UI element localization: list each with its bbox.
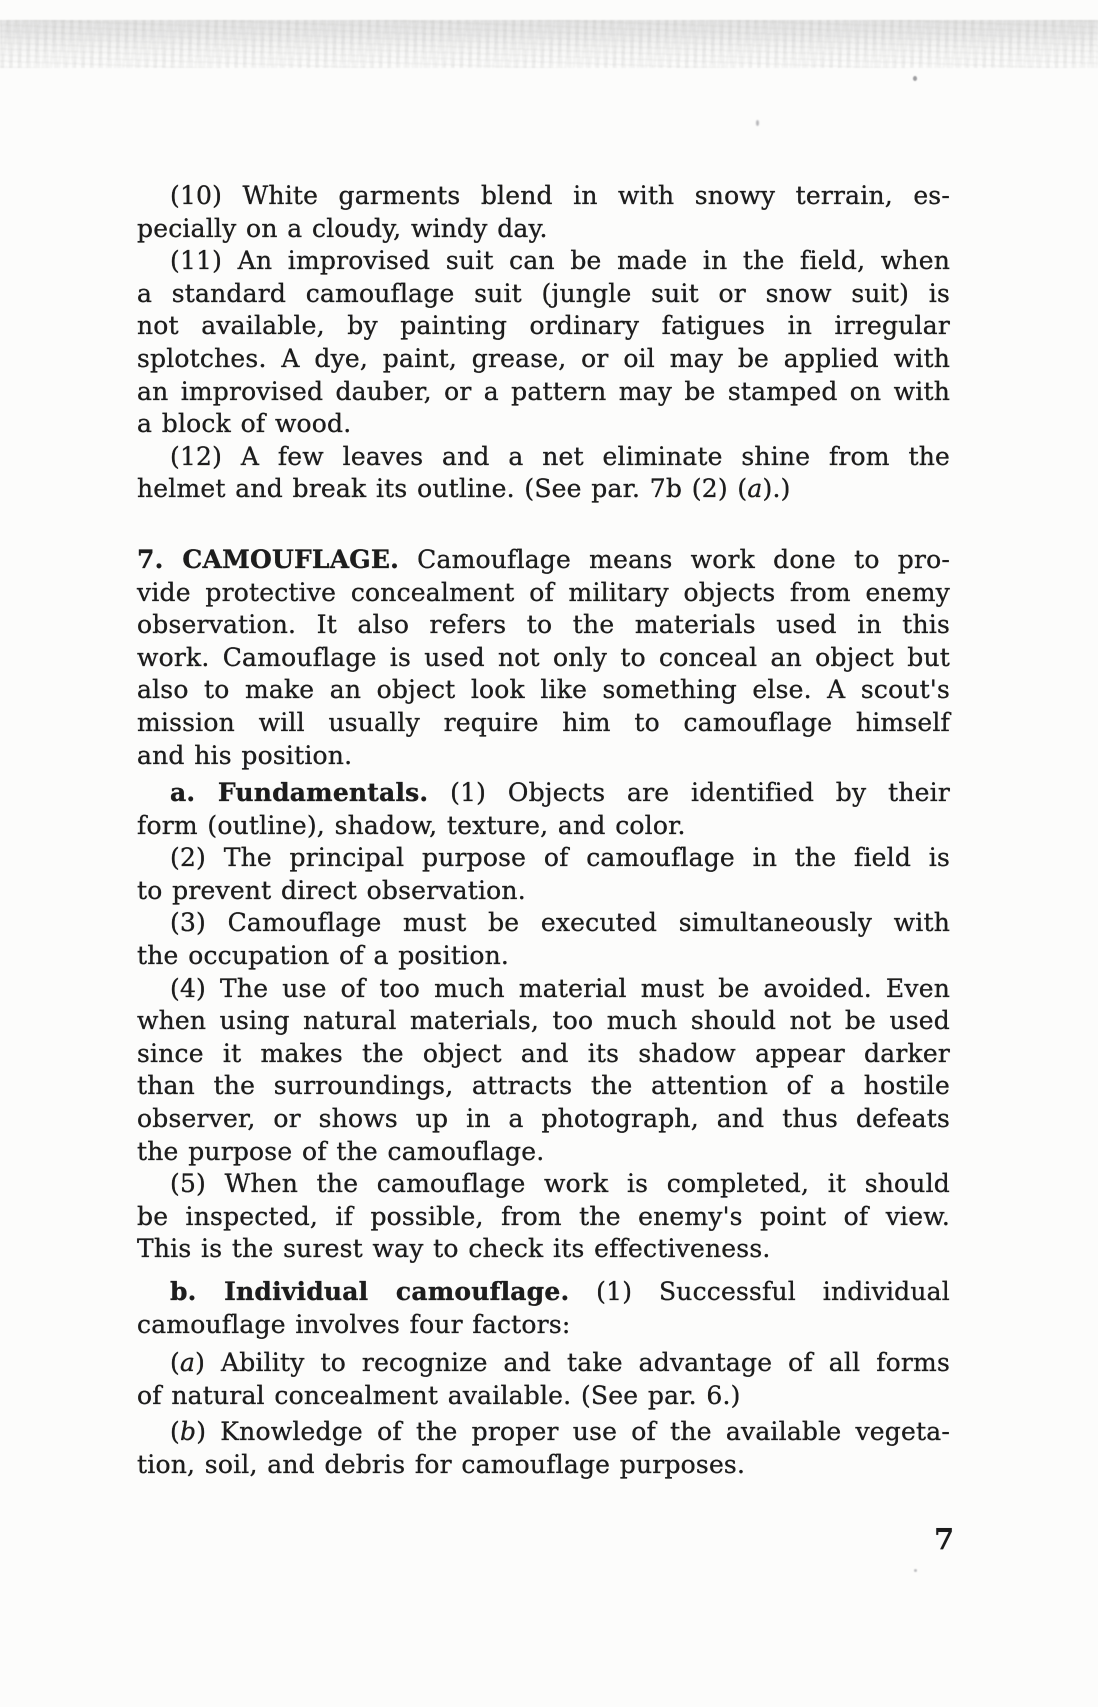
text-segment: to prevent direct observation. (137, 875, 526, 905)
text-line (137, 973, 950, 1006)
text-line (137, 310, 950, 343)
text-segment: since it makes the object and its shadow appear darker (137, 1038, 950, 1068)
para-item-a (137, 1347, 950, 1412)
text-line (137, 213, 950, 246)
para-12 (137, 441, 950, 506)
para-item-b (137, 1416, 950, 1481)
text-segment: pecially on a cloudy, windy day. (137, 213, 548, 243)
text-line (137, 577, 950, 610)
text-segment: and his position. (137, 740, 353, 770)
text-line (137, 1347, 950, 1380)
text-segment: This is the surest way to check its effectiveness. (137, 1234, 771, 1264)
text-segment: the purpose of the camouflage. (137, 1136, 545, 1166)
text-segment: form (outline), shadow, texture, and color. (137, 810, 686, 840)
text-line (137, 1005, 950, 1038)
text-line (137, 1449, 950, 1482)
run-in-heading: b. Individual camouflage. (170, 1277, 570, 1306)
text-segment: than the surroundings, attracts the attention of a hostile (137, 1071, 950, 1101)
text-line (137, 1070, 950, 1103)
text-segment: helmet and break its outline. (See par. 7b (2) ( (137, 474, 748, 504)
text-line (137, 707, 950, 740)
text-segment: tion, soil, and debris for camouflage purposes. (137, 1449, 746, 1479)
text-line (137, 1136, 950, 1169)
scan-artifact-top-band (0, 20, 1098, 68)
text-segment: (1) Objects are identified by their (428, 778, 950, 808)
text-line (137, 408, 950, 441)
text-line (137, 842, 950, 875)
text-line (137, 777, 950, 810)
text-segment: not available, by painting ordinary fatigues in irregular (137, 311, 950, 341)
text-segment: ) Knowledge of the proper use of the available vegeta- (196, 1417, 950, 1447)
text-segment: vide protective concealment of military objects from enemy (137, 577, 950, 607)
text-line (137, 1416, 950, 1449)
text-line (137, 1233, 950, 1266)
text-segment: an improvised dauber, or a pattern may be stamped on with (137, 376, 950, 406)
text-segment: a (179, 1348, 196, 1378)
scan-speck (913, 76, 917, 81)
text-segment: (4) The use of too much material must be avoided. Even (170, 973, 950, 1003)
text-segment: (1) Successful individual (569, 1277, 950, 1306)
text-segment: work. Camouflage is used not only to conceal an object but (137, 642, 950, 672)
para-4 (137, 973, 950, 1169)
para-3 (137, 907, 950, 972)
text-segment: splotches. A dye, paint, grease, or oil may be applied with (137, 343, 950, 373)
text-segment: (12) A few leaves and a net eliminate shine from the (170, 441, 950, 471)
text-segment: a standard camouflage suit (jungle suit or snow suit) is (137, 278, 950, 308)
text-segment: when using natural materials, too much should not be used (137, 1006, 950, 1036)
text-segment: of natural concealment available. (See par. 6.) (137, 1380, 741, 1410)
text-line (137, 1103, 950, 1136)
para-b-individual-camouflage (137, 1276, 950, 1341)
text-segment: ) Ability to recognize and take advantage of all forms (195, 1348, 950, 1378)
text-line (137, 180, 950, 213)
para-10 (137, 180, 950, 245)
text-line (137, 1038, 950, 1071)
text-segment: be inspected, if possible, from the enemy's point of view. (137, 1201, 950, 1231)
text-line (137, 740, 950, 773)
para-5 (137, 1168, 950, 1266)
para-2 (137, 842, 950, 907)
text-line (137, 544, 950, 577)
text-segment: (5) When the camouflage work is completed, it should (170, 1169, 950, 1199)
text-line (137, 674, 950, 707)
text-line (137, 343, 950, 376)
text-line (137, 875, 950, 908)
text-line (137, 376, 950, 409)
scan-speck (756, 120, 759, 126)
text-line (137, 642, 950, 675)
text-line (137, 1201, 950, 1234)
text-segment: the occupation of a position. (137, 941, 510, 971)
text-segment: (3) Camouflage must be executed simultaneously with (170, 908, 950, 938)
text-block (137, 180, 950, 1482)
text-line (137, 1309, 950, 1342)
text-line (137, 441, 950, 474)
text-segment: camouflage involves four factors: (137, 1309, 571, 1339)
text-segment: mission will usually require him to camouflage himself (137, 707, 950, 737)
text-line (137, 907, 950, 940)
text-segment: observation. It also refers to the materials used in this (137, 610, 950, 640)
text-line (137, 278, 950, 311)
scan-speck (914, 1569, 917, 1572)
text-segment: ).) (762, 474, 791, 504)
text-segment: a (747, 474, 763, 504)
text-line (137, 1380, 950, 1413)
text-line (137, 810, 950, 843)
text-segment: Camouflage means work done to pro- (399, 544, 950, 574)
run-in-heading: 7. CAMOUFLAGE. (137, 544, 399, 574)
text-segment: (10) White garments blend in with snowy terrain, es- (170, 181, 950, 210)
text-line (137, 940, 950, 973)
text-segment: (11) An improvised suit can be made in the field, when (170, 246, 950, 276)
text-segment: also to make an object look like something else. A scout's (137, 675, 950, 705)
run-in-heading: a. Fundamentals. (170, 778, 429, 808)
para-11 (137, 245, 950, 441)
section-7-camouflage (137, 544, 950, 772)
text-line (137, 1276, 950, 1309)
para-a-fundamentals (137, 777, 950, 842)
text-line (137, 245, 950, 278)
text-segment: observer, or shows up in a photograph, and thus defeats (137, 1104, 950, 1134)
text-segment: ( (170, 1348, 180, 1378)
text-segment: a block of wood. (137, 409, 352, 439)
text-line (137, 609, 950, 642)
text-segment: ( (170, 1417, 180, 1447)
text-segment: b (179, 1417, 197, 1447)
page-number: 7 (934, 1522, 955, 1556)
text-segment: (2) The principal purpose of camouflage in the field is (170, 843, 950, 873)
text-line (137, 1168, 950, 1201)
text-line (137, 473, 950, 506)
